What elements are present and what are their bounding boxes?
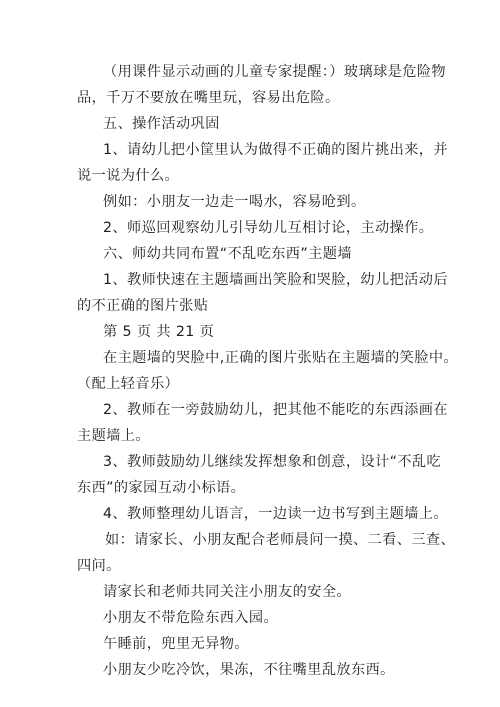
- page-number: 第 5 页 共 21 页: [103, 324, 215, 340]
- paragraph-line: （用课件显示动画的儿童专家提醒：）玻璃球是危险物: [103, 64, 447, 80]
- paragraph-line: 请家长和老师共同关注小朋友的安全。: [103, 584, 351, 600]
- paragraph-line: 品，千万不要放在嘴里玩，容易出危险。: [77, 90, 340, 106]
- paragraph-line: 1、请幼儿把小筐里认为做得不正确的图片挑出来，并: [103, 142, 448, 158]
- paragraph-line: 主题墙上。: [77, 428, 150, 444]
- paragraph-line: 东西”的家园互动小标语。: [77, 480, 246, 496]
- paragraph-line: （配上轻音乐）: [77, 376, 180, 392]
- paragraph-line: 午睡前，兜里无异物。: [103, 636, 249, 652]
- paragraph-line: 小朋友不带危险东西入园。: [103, 610, 279, 626]
- paragraph-line: 2、教师在一旁鼓励幼儿，把其他不能吃的东西添画在: [103, 402, 448, 418]
- paragraph-line: 说一说为什么。: [77, 168, 180, 184]
- paragraph-line: 1、教师快速在主题墙画出笑脸和哭脸，幼儿把活动后: [103, 272, 448, 288]
- paragraph-line: 的不正确的图片张贴: [77, 298, 209, 314]
- section-heading: 六、师幼共同布置“不乱吃东西”主题墙: [103, 246, 352, 262]
- paragraph-line: 例如：小朋友一边走一喝水，容易呛到。: [103, 194, 366, 210]
- paragraph-line: 3、教师鼓励幼儿继续发挥想象和创意，设计“不乱吃: [103, 454, 442, 470]
- paragraph-line: 如：请家长、小朋友配合老师晨问一摸、二看、三查、: [105, 532, 456, 548]
- paragraph-line: 2、师巡回观察幼儿引导幼儿互相讨论，主动操作。: [103, 220, 434, 236]
- paragraph-line: 小朋友少吃冷饮，果冻，不往嘴里乱放东西。: [103, 662, 395, 678]
- paragraph-line: 四问。: [77, 558, 121, 574]
- paragraph-line: 4、教师整理幼儿语言，一边读一边书写到主题墙上。: [103, 506, 448, 522]
- paragraph-line: 在主题墙的哭脸中,正确的图片张贴在主题墙的笑脸中。: [103, 350, 459, 366]
- section-heading: 五、操作活动巩固: [103, 116, 220, 132]
